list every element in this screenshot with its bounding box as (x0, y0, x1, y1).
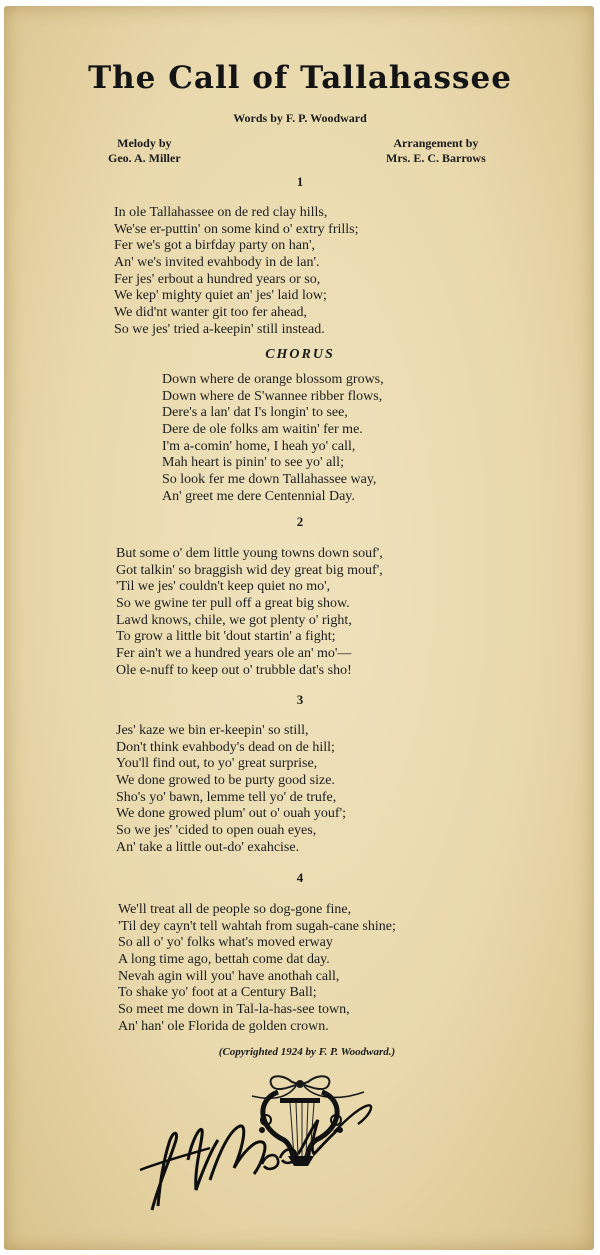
verse-line: We'se er-puttin' on some kind o' extry frills; (114, 221, 359, 237)
melody-credit (108, 136, 181, 166)
chorus-label: CHORUS (265, 347, 335, 362)
verse-2 (116, 546, 383, 680)
verse-line: Nevah agin will you' have anothah call, (118, 968, 340, 984)
verse-line: We did'nt wanter git too fer ahead, (114, 305, 308, 321)
copyright-notice: (Copyrighted 1924 by F. P. Woodward.) (218, 1046, 396, 1058)
verse-line: Sho's yo' bawn, lemme tell yo' de trufe, (116, 789, 337, 805)
arrangement-arranger: Mrs. E. C. Barrows (386, 151, 486, 165)
verse-line: We done growed plum' out o' ouah youf'; (116, 806, 347, 822)
verse-line: So we jes' 'cided to open ouah eyes, (116, 823, 317, 839)
verse-number-3: 3 (296, 692, 304, 707)
verse-line: We done growed to be purty good size. (116, 773, 335, 789)
verse-line: Jes' kaze we bin er-keepin' so still, (116, 723, 309, 738)
arrangement-label: Arrangement by (393, 136, 479, 150)
verse-line: To shake yo' foot at a Century Ball; (118, 985, 317, 1001)
verse-line: Fer ain't we a hundred years ole an' mo'— (116, 646, 352, 662)
verse-line: But some o' dem little young towns down souf', (116, 546, 383, 561)
verse-3 (116, 723, 346, 857)
verse-line: Ole e-nuff to keep out o' trubble dat's sho! (116, 662, 352, 678)
verse-line: We'll treat all de people so dog-gone fine, (118, 902, 352, 917)
chorus-line: Down where de orange blossom grows, (162, 372, 384, 387)
chorus-line: Down where de S'wannee ribber flows, (162, 388, 383, 404)
verse-line: You'll find out, to yo' great surprise, (116, 756, 318, 772)
melody-label: Melody by (117, 136, 172, 150)
verse-line: A long time ago, bettah come dat day. (118, 952, 330, 968)
verse-line: So we gwine ter pull off a great big show. (116, 596, 350, 612)
verse-line: So meet me down in Tal-la-has-see town, (118, 1002, 350, 1018)
verse-number-2: 2 (296, 514, 304, 529)
chorus-line: I'm a-comin' home, I heah yo' call, (162, 438, 356, 454)
verse-line: Got talkin' so braggish wid dey great big mouf', (116, 562, 383, 578)
verse-line: An' han' ole Florida de golden crown. (118, 1018, 329, 1034)
verse-1 (114, 205, 359, 339)
melody-composer: Geo. A. Miller (108, 151, 181, 165)
verse-line: Lawd knows, chile, we got plenty o' right, (116, 612, 352, 628)
chorus (162, 372, 384, 506)
chorus-line: An' greet me dere Centennial Day. (162, 488, 355, 504)
verse-line: An' take a little out-do' exahcise. (116, 839, 300, 855)
chorus-line: Dere de ole folks am waitin' fer me. (162, 422, 363, 438)
song-title: The Call of Tallahassee (88, 60, 512, 96)
verse-line: 'Til dey cayn't tell wahtah from sugah-cane shine; (118, 918, 396, 934)
words-credit: Words by F. P. Woodward (233, 111, 367, 125)
verse-line: In ole Tallahassee on de red clay hills, (114, 205, 328, 220)
verse-number-1: 1 (296, 174, 304, 189)
verse-line: Fer jes' erbout a hundred years or so, (114, 271, 321, 287)
verse-line: We kep' mighty quiet an' jes' laid low; (114, 288, 327, 304)
verse-line: So we jes' tried a-keepin' still instead. (114, 321, 325, 337)
verse-4 (118, 902, 396, 1036)
verse-line: Fer we's got a birfday party on han', (114, 238, 315, 254)
verse-line: An' we's invited evahbody in de lan'. (114, 255, 320, 271)
chorus-line: Dere's a lan' dat I's longin' to see, (162, 405, 348, 421)
arrangement-credit (386, 136, 486, 166)
chorus-line: So look fer me down Tallahassee way, (162, 472, 377, 488)
verse-line: So all o' yo' folks what's moved erway (118, 935, 333, 951)
signature-icon (130, 1070, 390, 1234)
chorus-line: Mah heart is pinin' to see yo' all; (162, 455, 344, 471)
verse-line: Don't think evahbody's dead on de hill; (116, 739, 335, 755)
verse-line: 'Til we jes' couldn't keep quiet no mo', (116, 579, 331, 595)
verse-number-4: 4 (296, 870, 304, 885)
verse-line: To grow a little bit 'dout startin' a fight; (116, 629, 336, 645)
